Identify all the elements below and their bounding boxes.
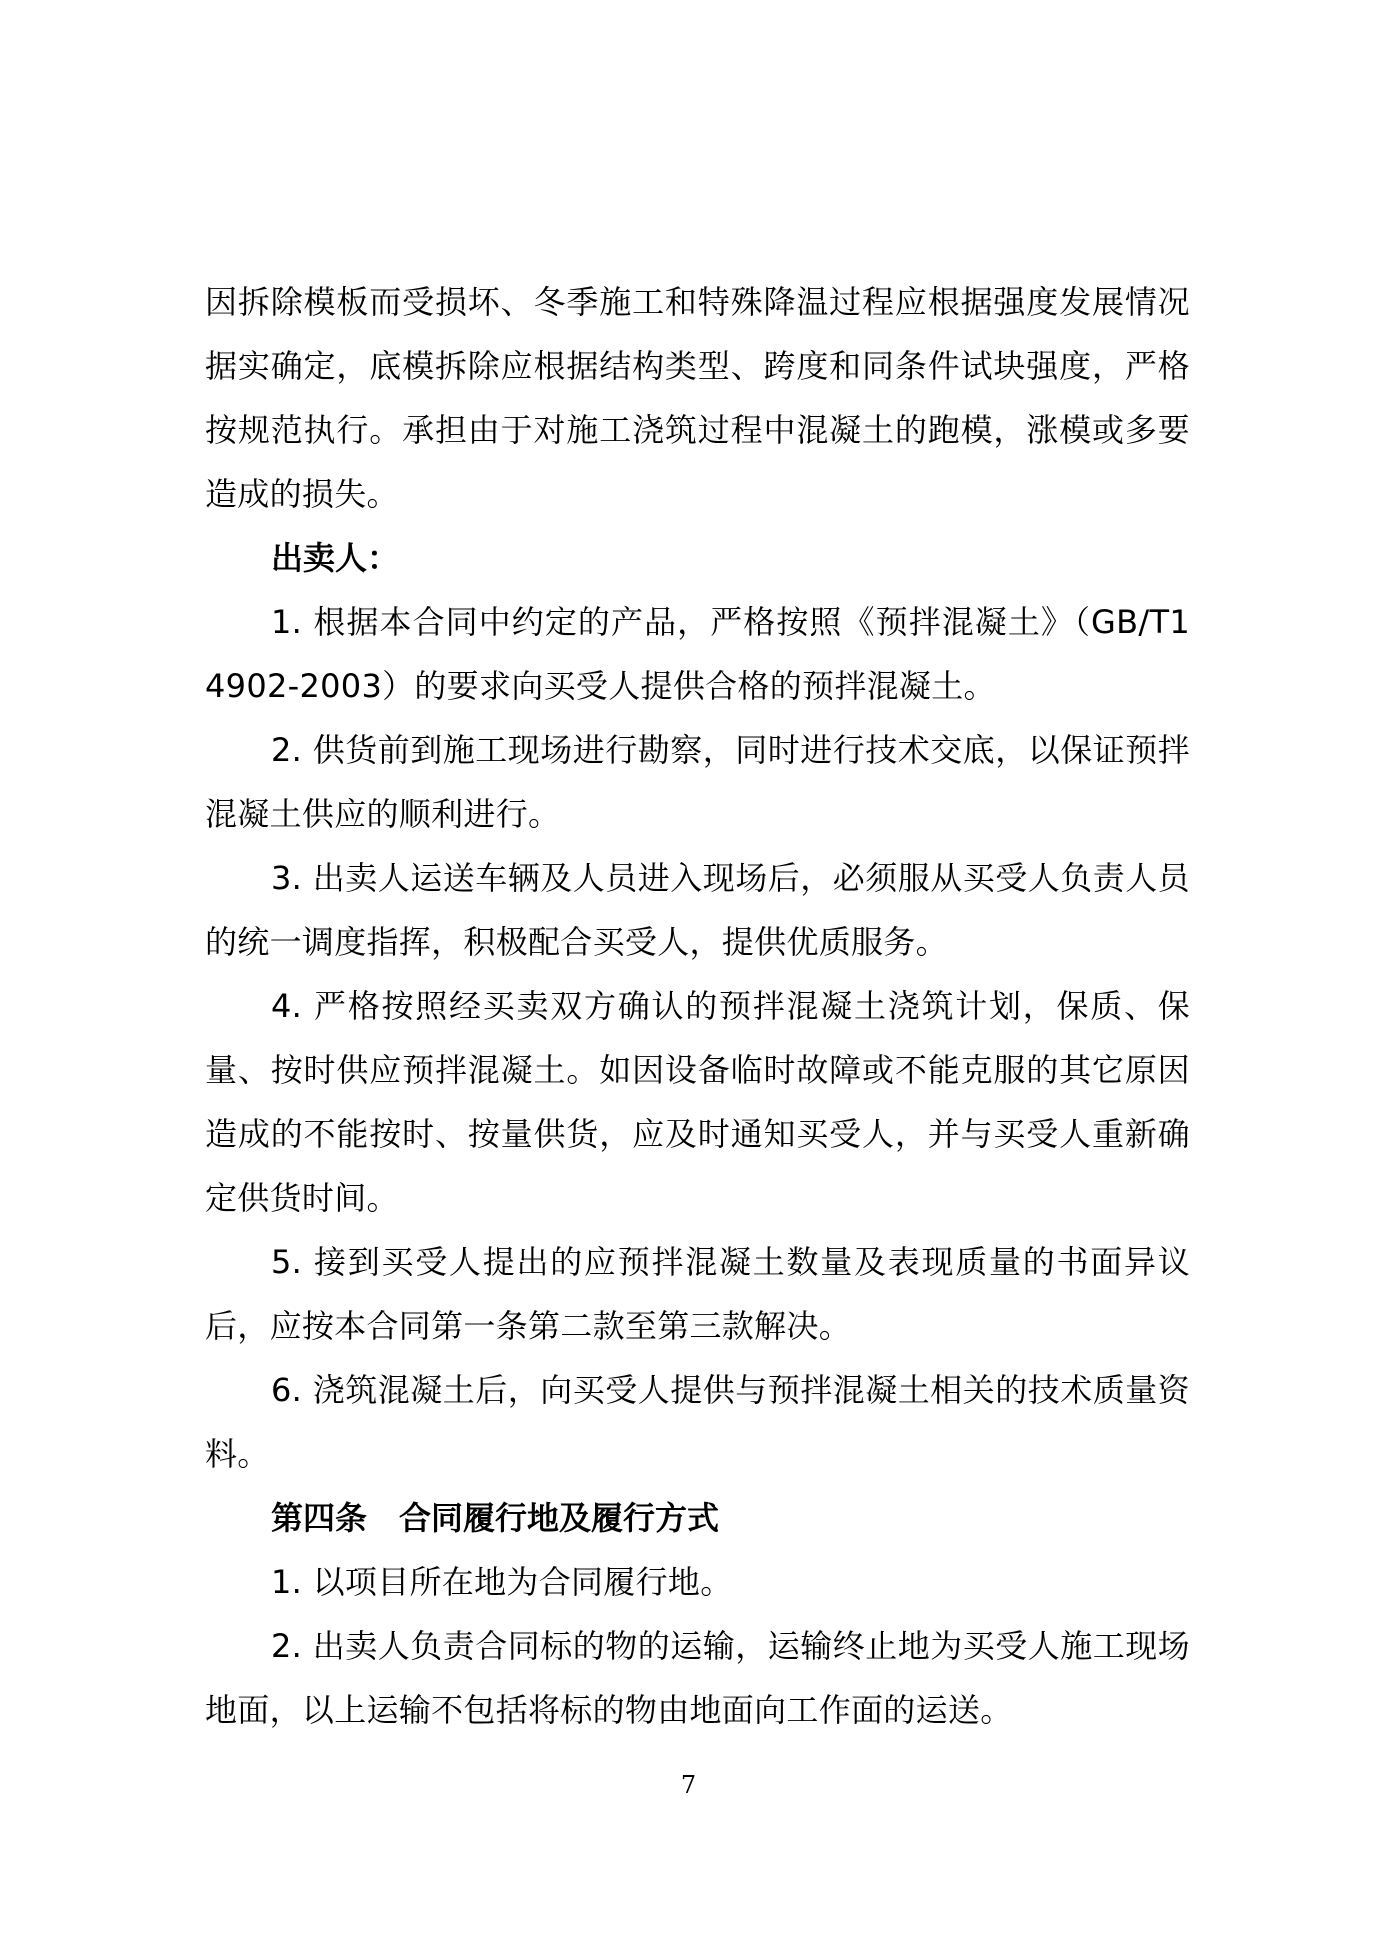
clause-item-6: 6. 浇筑混凝土后，向买受人提供与预拌混凝土相关的技术质量资料。: [205, 1371, 1190, 1473]
document-body: [205, 270, 1190, 1742]
article-heading-4: 第四条 合同履行地及履行方式: [271, 1499, 720, 1537]
clause-item-5: 5. 接到买受人提出的应预拌混凝土数量及表现质量的书面异议后，应按本合同第一条第二款至第三款解决。: [205, 1243, 1190, 1345]
page-number: 7: [680, 1771, 697, 1799]
article-4-item-1: 1. 以项目所在地为合同履行地。: [271, 1563, 733, 1601]
section-heading-seller: 出卖人：: [271, 539, 400, 577]
clause-item-2: 2. 供货前到施工现场进行勘察，同时进行技术交底，以保证预拌混凝土供应的顺利进行。: [205, 731, 1190, 833]
clause-item-4: 4. 严格按照经买卖双方确认的预拌混凝土浇筑计划，保质、保量、按时供应预拌混凝土。如因设备临时故障或不能克服的其它原因造成的不能按时、按量供货，应及时通知买受人，并与买受人重新确定供货时间。: [205, 987, 1190, 1217]
article-4-item-2: 2. 出卖人负责合同标的物的运输，运输终止地为买受人施工现场地面，以上运输不包括将标的物由地面向工作面的运送。: [205, 1627, 1190, 1729]
paragraph-continuation: 因拆除模板而受损坏、冬季施工和特殊降温过程应根据强度发展情况据实确定，底模拆除应根据结构类型、跨度和同条件试块强度，严格按规范执行。承担由于对施工浇筑过程中混凝土的跑模，涨模或多要造成的损失。: [205, 283, 1190, 513]
clause-item-1: 1. 根据本合同中约定的产品，严格按照《预拌混凝土》（GB/T14902-2003）的要求向买受人提供合格的预拌混凝土。: [205, 603, 1190, 705]
clause-item-3: 3. 出卖人运送车辆及人员进入现场后，必须服从买受人负责人员的统一调度指挥，积极配合买受人，提供优质服务。: [205, 859, 1190, 961]
